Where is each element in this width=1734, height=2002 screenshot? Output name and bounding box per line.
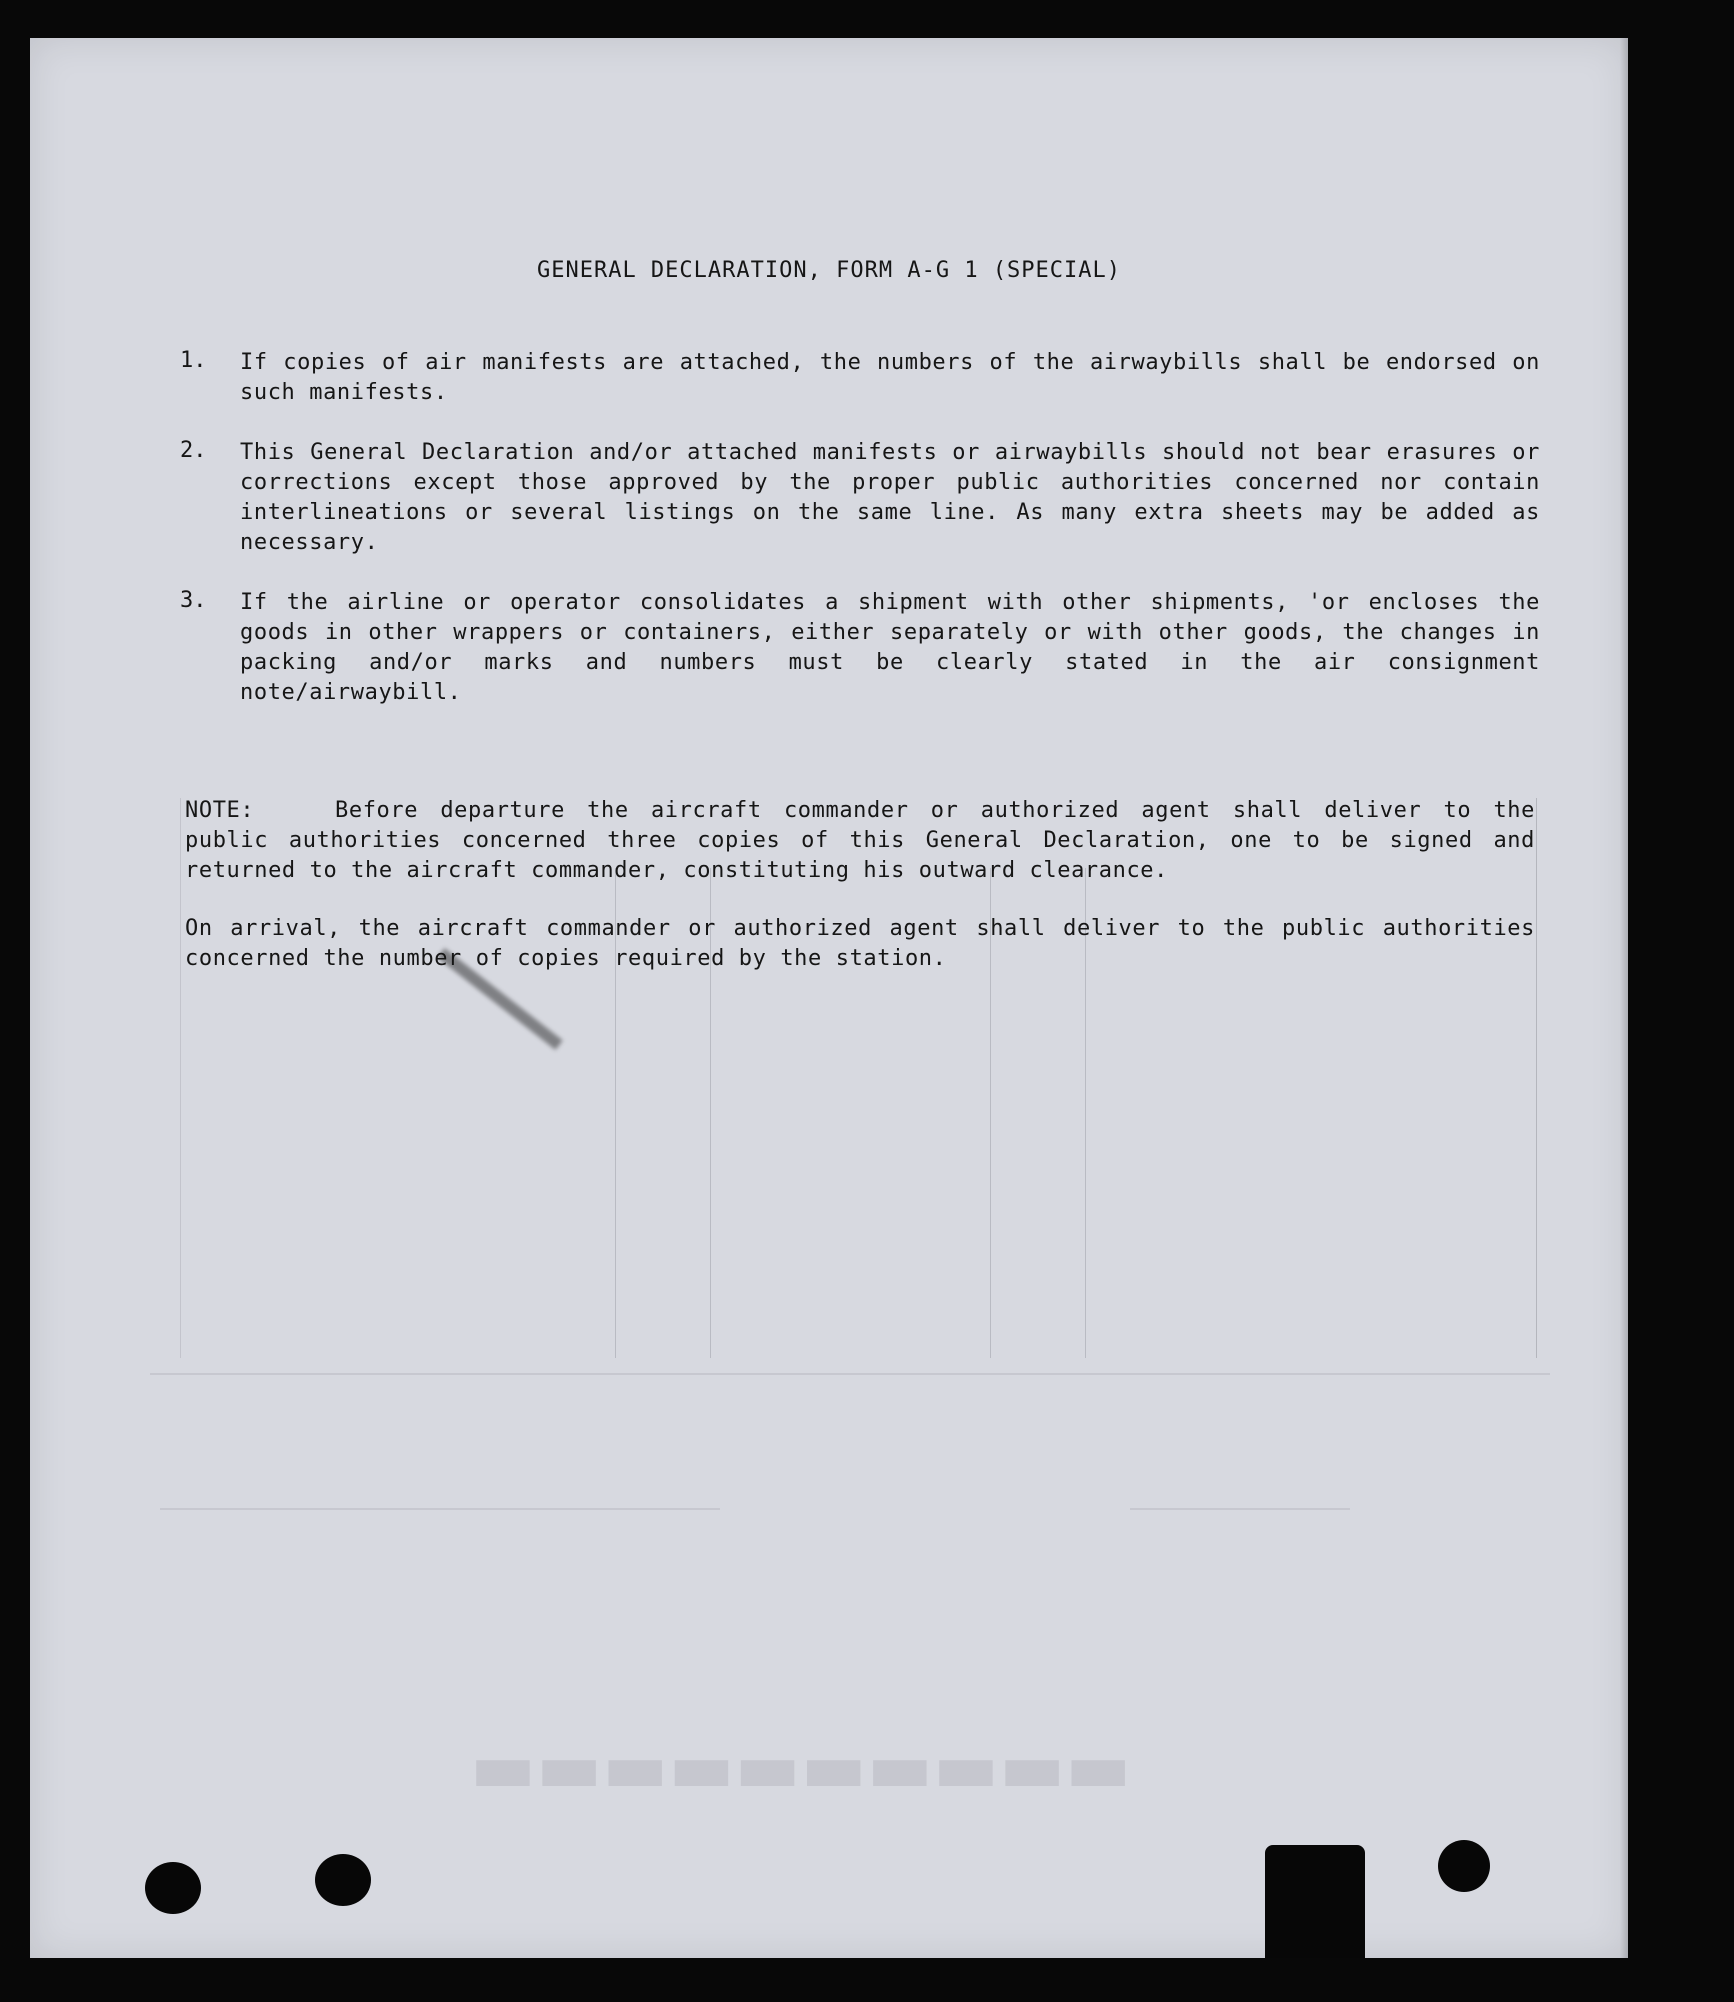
bleed-through-line xyxy=(1130,1508,1350,1510)
binder-clip xyxy=(1265,1845,1365,1958)
bleed-through-line xyxy=(150,1373,1550,1375)
punch-hole xyxy=(1438,1840,1490,1892)
list-item xyxy=(180,348,1540,408)
page-edge xyxy=(1620,38,1628,1958)
item-text: If the airline or operator consolidates a shipment with other shipments, 'or encloses the goods in other wrappers or containers, either separately or with other goods, the changes in packing and/or marks and numbers must be clearly stated in the air consignment note/airwaybill. xyxy=(240,590,1540,705)
item-text: If copies of air manifests are attached, the numbers of the airwaybills shall be endorsed on such manifests. xyxy=(240,350,1540,405)
item-number: 1. xyxy=(180,348,207,373)
instruction-list xyxy=(180,348,1540,738)
page-title: GENERAL DECLARATION, FORM A-G 1 (SPECIAL) xyxy=(536,258,1122,283)
item-text: This General Declaration and/or attached manifests or airwaybills should not bear erasures or corrections except those approved by the proper public authorities concerned nor contain interlineations or several listings on the same line. As many extra sheets may be added as necessary. xyxy=(240,440,1540,555)
bleed-through-text: ▬▬▬▬▬▬▬▬▬▬ xyxy=(470,1738,1132,1820)
note-text: Before departure the aircraft commander or authorized agent shall deliver to the public authorities concerned three copies of this General Declaration, one to be signed and returned to the aircraft commander, constituting his outward clearance. xyxy=(185,798,1535,883)
item-number: 2. xyxy=(180,438,207,463)
note-section xyxy=(185,796,1535,1002)
list-item xyxy=(180,588,1540,708)
arrival-paragraph: On arrival, the aircraft commander or authorized agent shall deliver to the public authorities concerned the number of copies required by the station. xyxy=(185,916,1535,971)
item-number: 3. xyxy=(180,588,207,613)
list-item xyxy=(180,438,1540,558)
bleed-through-line xyxy=(160,1508,720,1510)
punch-hole xyxy=(145,1862,201,1914)
note-label: NOTE: xyxy=(185,798,255,823)
punch-hole xyxy=(315,1854,371,1906)
note-paragraph xyxy=(185,796,1535,886)
document-page xyxy=(30,38,1628,1958)
